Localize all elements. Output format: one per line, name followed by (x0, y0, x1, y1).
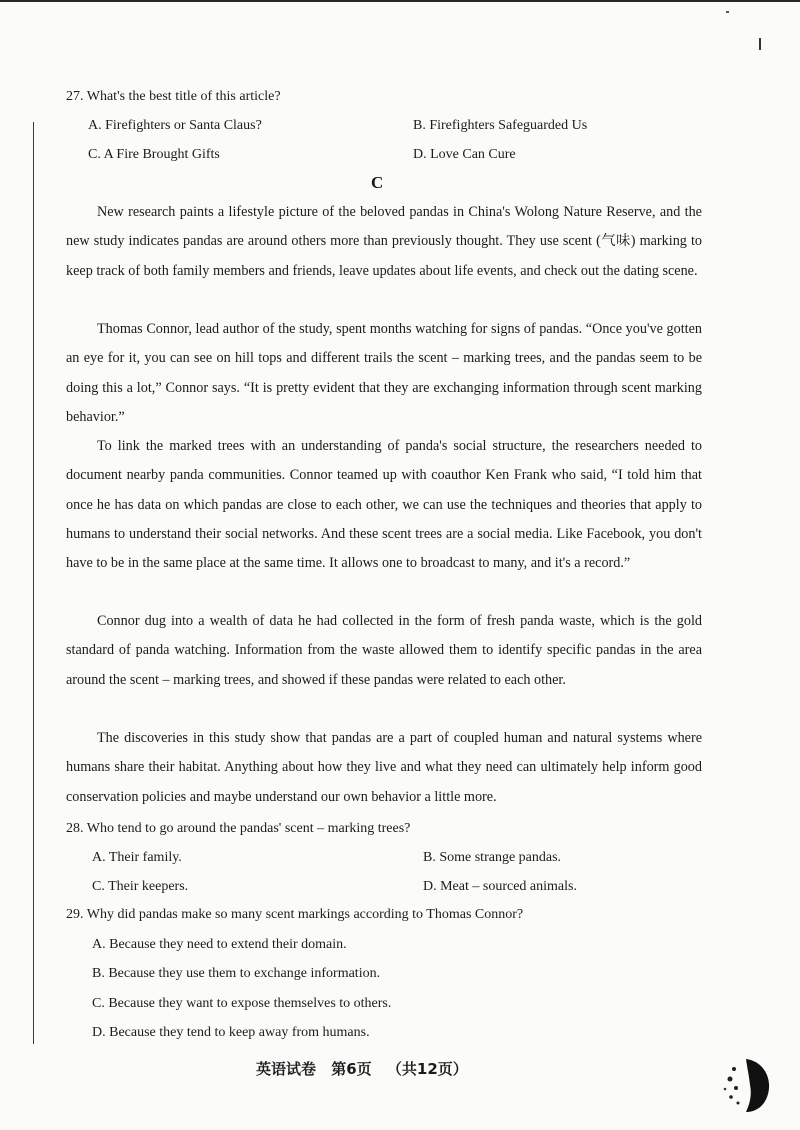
question-27-option-a: A. Firefighters or Santa Claus? (88, 118, 262, 133)
question-29-option-c: C. Because they want to expose themselves to others. (92, 996, 392, 1011)
section-heading: C (371, 173, 384, 192)
page-footer (256, 1058, 478, 1079)
question-27-option-c: C. A Fire Brought Gifts (88, 147, 220, 162)
question-28-option-b: B. Some strange pandas. (423, 850, 562, 865)
margin-binding-line (33, 122, 34, 1044)
scan-speck (726, 11, 729, 13)
passage-paragraph-3: To link the marked trees with an understanding of panda's social structure, the researchers needed to document nearby panda communities. Connor teamed up with coauthor Ken Frank who said, “I told him that once he has data on which pandas are close to each other, we can use the techniques and theories that apply to humans to understand their social networks. And these scent trees are a social media. Like Facebook, you don't have to be in the same place at the same time. It allows one to broadcast to many, and it's a record.” (66, 438, 702, 572)
question-29-stem: 29. Why did pandas make so many scent markings according to Thomas Connor? (66, 907, 524, 922)
question-28-stem: 28. Who tend to go around the pandas' scent – marking trees? (66, 821, 411, 836)
question-28-option-a: A. Their family. (92, 850, 182, 865)
question-27-option-d: D. Love Can Cure (413, 147, 516, 162)
footer-subject: 英语试卷 (256, 1060, 317, 1078)
question-29-option-d: D. Because they tend to keep away from humans. (92, 1025, 370, 1040)
question-28-option-c: C. Their keepers. (92, 879, 189, 894)
passage-paragraph-1: New research paints a lifestyle picture of the beloved pandas in China's Wolong Nature Reserve, and the new study indicates pandas are around others more than previously thought. They use scent (气味) marking to keep track of both family members and friends, leave updates about life events, and check out the dating scene. (66, 204, 702, 279)
footer-total-pages: （共12页） (386, 1060, 468, 1078)
footer-page-number: 第6页 (331, 1060, 372, 1078)
question-29-option-b: B. Because they use them to exchange information. (92, 966, 381, 981)
question-28-option-d: D. Meat – sourced animals. (423, 879, 577, 894)
top-border (0, 0, 800, 2)
passage-paragraph-2: Thomas Connor, lead author of the study, spent months watching for signs of pandas. “Once you've gotten an eye for it, you can see on hill tops and different trails the scent – marking trees, and the pandas seem to be doing this a lot,” Connor says. “It is pretty evident that they are exchanging information through scent marking behavior.” (66, 321, 702, 425)
passage-paragraph-4: Connor dug into a wealth of data he had collected in the form of fresh panda waste, which is the gold standard of panda watching. Information from the waste allowed them to identify specific pandas in the area around the scent – marking trees, and showed if these pandas were related to each other. (66, 613, 702, 688)
question-27-stem: 27. What's the best title of this article? (66, 89, 281, 104)
question-27-option-b: B. Firefighters Safeguarded Us (413, 118, 588, 133)
question-29-option-a: A. Because they need to extend their domain. (92, 937, 347, 952)
passage-paragraph-5: The discoveries in this study show that pandas are a part of coupled human and natural systems where humans share their habitat. Anything about how they live and what they need can ultimately help inform good conservation policies and maybe understand our own behavior a little more. (66, 730, 702, 805)
scan-artifact-blob (716, 1055, 772, 1115)
scan-mark (759, 38, 761, 50)
